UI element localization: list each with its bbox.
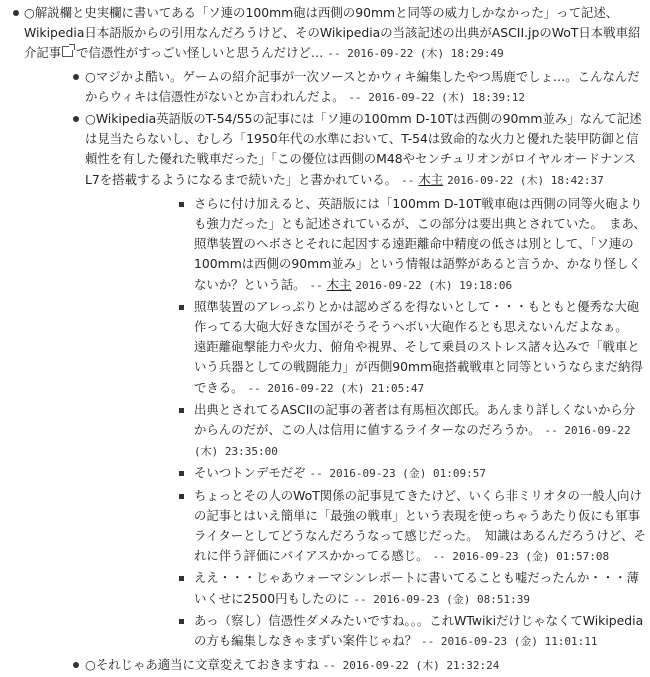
comment-text: 解説欄と史実欄に書いてある「ソ連の100mm砲は西側の90mmと同等の威力しかなかった」って記述、Wikipedia日本語版からの引用なんだろうけど、そのWikipediaの当該記述の出典がASCII.jpのWoT日本戦車紹介記事	[24, 5, 641, 61]
bullet-icon	[73, 74, 79, 80]
reply-item	[24, 109, 646, 652]
nested-reply-timestamp: -- 2016-09-23 (金) 01:57:08	[432, 550, 610, 564]
nested-reply-item	[85, 486, 646, 568]
reply-timestamp: 2016-09-22 (木) 18:42:37	[447, 173, 604, 187]
author-link[interactable]: 木主	[418, 171, 444, 187]
nested-reply-text: そいつトンデモだぞ	[194, 465, 306, 481]
reply-item	[24, 67, 646, 108]
square-bullet-icon	[179, 494, 184, 499]
square-bullet-icon	[179, 202, 184, 207]
nested-reply-timestamp: -- 2016-09-23 (金) 11:01:11	[420, 635, 598, 649]
nested-reply-text: あっ（察し）信憑性ダメみたいですね。。。これWTwikiだけじゃなくてWikipediaの方も編集しなきゃまずい案件じゃね？	[194, 612, 644, 649]
nested-reply-timestamp: -- 2016-09-22 (木) 21:05:47	[247, 381, 425, 395]
square-bullet-icon	[179, 471, 184, 476]
comment-text-continued: で信憑性がすっごい怪しいと思うんだけど…	[76, 45, 324, 61]
reply-text: マジかよ酷い。ゲームの紹介記事が一次ソースとかウィキ編集したやつ馬鹿でしょ…。こんなんだからウィキは信憑性がないとか言われんだよ。	[85, 68, 640, 104]
nested-reply-timestamp: -- 2016-09-23 (金) 01:09:57	[309, 467, 487, 481]
reply-timestamp: -- 2016-09-22 (木) 21:32:24	[322, 659, 500, 673]
nested-reply-timestamp: -- 2016-09-22 (木) 23:35:00	[194, 424, 631, 459]
comment-root	[6, 3, 646, 677]
nested-reply-item	[85, 194, 646, 296]
author-link[interactable]: 木主	[326, 276, 352, 292]
reply-text: それじゃあ適当に文章変えておきますね	[95, 657, 319, 673]
nested-reply-text: ええ・・・じゃあウォーマシンレポートに書いてることも嘘だったんか・・・薄いくせに2500円もしたのに	[194, 570, 639, 606]
nested-reply-text: さらに付け加えると、英語版には「100mm D-10T戦車砲は西側の同等火砲よりも強力だった」とも記述されているが、この部分は要出典とされていた。 まあ、照準装置のヘボさとそれに起因する遠距離命中精度の低さは別として、「ソ連の100mmは西側の90mm並み」という情報は語弊があると言うか、かなり怪しくないか？という話。	[194, 195, 646, 292]
nested-reply-item	[85, 297, 646, 399]
bullet-icon	[73, 662, 79, 668]
nested-reply-text: 照準装置のアレっぷりとかは認めざるを得ないとして・・・もともと優秀な大砲作ってる大砲大好きな国がそうそうヘボい大砲作るとも思えないんだよなぁ。 遠距離砲撃能力や火力、俯角や視界、そして乗員のストレス諸々込みで「戦車という兵器としての戦闘能力」が西側90mm砲搭載戦車と同等というならまだ納得できる。	[194, 298, 643, 395]
reply-mark: ○	[85, 657, 96, 673]
nested-reply-text: ちょっとその人のWoT関係の記事見てきたけど、いくら非ミリオタの一般人向けの記事とはいえ簡単に「最強の戦車」という表現を使っちゃうあたり仮にも軍事ライターとしてどうなんだろうなって感じだった。 知識はあるんだろうけど、それに伴う評価にバイアスかかってる感じ。	[194, 487, 646, 564]
bullet-icon	[73, 116, 79, 122]
nested-reply-text: 出典とされてるASCIIの記事の著者は有馬桓次郎氏。あんまり詳しくないから分からんのだが、この人は信用に値するライターなのだろうか。	[194, 401, 636, 438]
reply-mark: ○	[85, 68, 96, 84]
bullet-icon	[13, 10, 19, 16]
comment-mark: ○	[24, 5, 35, 20]
comment-list	[6, 3, 646, 677]
reply-list	[24, 67, 646, 677]
nested-reply-timestamp: 2016-09-22 (木) 19:18:06	[355, 278, 513, 292]
nested-reply-list	[85, 194, 646, 652]
reply-timestamp: -- 2016-09-22 (木) 18:39:12	[348, 90, 525, 104]
reply-item	[24, 655, 646, 676]
reply-mark: ○	[85, 111, 96, 127]
nested-reply-timestamp: -- 2016-09-23 (金) 08:51:39	[353, 592, 530, 606]
external-link-icon[interactable]	[62, 46, 73, 57]
author-prefix: --	[309, 278, 323, 292]
nested-reply-item	[85, 463, 646, 484]
nested-reply-item	[85, 611, 646, 652]
nested-reply-item	[85, 400, 646, 463]
reply-text: Wikipedia英語版のT-54/55の記事には「ソ連の100mm D-10Tは西側の90mm並み」なんて記述は見当たらないし、むしろ「1950年代の水準において、T-54は致命的な火力と優れた装甲防御と信頼性を有した優れた戦車だった」「この優位は西側のM48やセンチュリオンがロイヤルオードナンスL7を搭載するようになるまで続いた」と書かれている。	[85, 111, 642, 187]
square-bullet-icon	[179, 305, 184, 310]
square-bullet-icon	[179, 619, 184, 624]
square-bullet-icon	[179, 576, 184, 581]
author-prefix: --	[401, 173, 415, 187]
square-bullet-icon	[179, 408, 184, 413]
comment-timestamp: -- 2016-09-22 (木) 18:29:49	[327, 47, 504, 61]
nested-reply-item	[85, 568, 646, 609]
